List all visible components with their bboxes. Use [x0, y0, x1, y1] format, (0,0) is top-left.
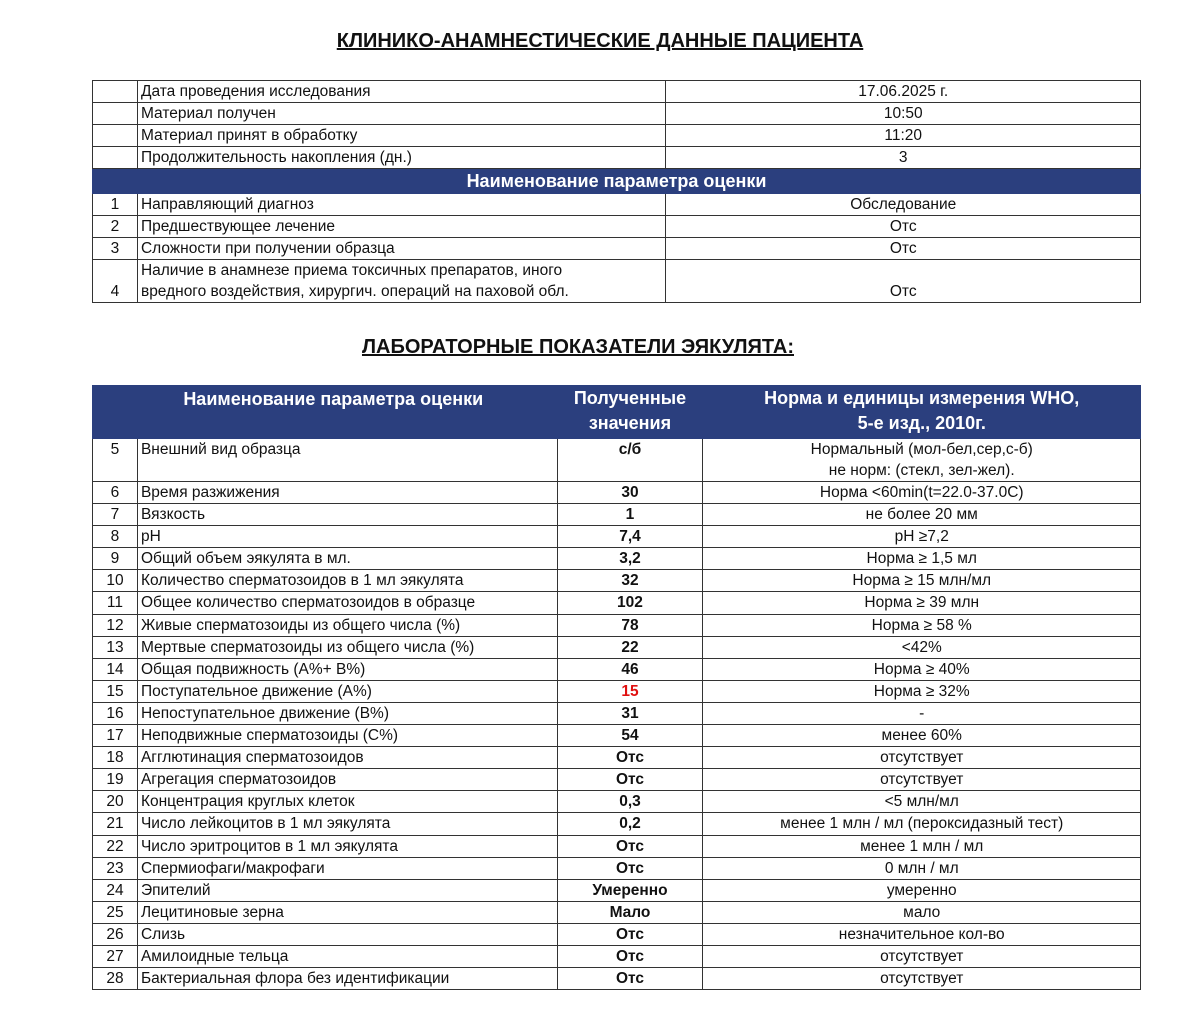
lab-norm: Норма ≥ 40%: [703, 658, 1141, 680]
lab-row: [93, 725, 1141, 747]
lab-value: 3,2: [557, 548, 703, 570]
lab-param: Лецитиновые зерна: [137, 901, 557, 923]
lab-row: [93, 769, 1141, 791]
lab-norm: менее 1 млн / мл: [703, 835, 1141, 857]
lab-value: 78: [557, 614, 703, 636]
lab-row: [93, 439, 1141, 482]
value-header: [557, 386, 703, 439]
anamnesis-value: Отс: [666, 260, 1141, 303]
lab-value: с/б: [557, 439, 703, 482]
row-number: [93, 147, 138, 169]
lab-value: 102: [557, 592, 703, 614]
info-row: [93, 147, 1141, 169]
row-number: 17: [93, 725, 138, 747]
lab-row: [93, 570, 1141, 592]
lab-norm: pH ≥7,2: [703, 526, 1141, 548]
section-header: Наименование параметра оценки: [93, 169, 1141, 194]
lab-norm: -: [703, 702, 1141, 724]
anamnesis-row: [93, 260, 1141, 303]
row-number: 24: [93, 879, 138, 901]
lab-param: Количество сперматозоидов в 1 мл эякулята: [137, 570, 557, 592]
lab-row: [93, 835, 1141, 857]
lab-value: Отс: [557, 923, 703, 945]
section-header-row: [93, 169, 1141, 194]
row-number: [93, 125, 138, 147]
lab-value: 22: [557, 636, 703, 658]
lab-param: Агглютинация сперматозоидов: [137, 747, 557, 769]
lab-param: Общая подвижность (А%+ В%): [137, 658, 557, 680]
lab-param: Эпителий: [137, 879, 557, 901]
lab-value: 30: [557, 482, 703, 504]
norm-header-line2: 5-е изд., 2010г.: [857, 413, 986, 433]
lab-row: [93, 702, 1141, 724]
row-number: 27: [93, 945, 138, 967]
anamnesis-table: [92, 80, 1141, 303]
lab-norm: Норма ≥ 39 млн: [703, 592, 1141, 614]
anamnesis-label: Направляющий диагноз: [137, 194, 666, 216]
lab-param: pH: [137, 526, 557, 548]
lab-value: 7,4: [557, 526, 703, 548]
lab-value: 32: [557, 570, 703, 592]
lab-value: Умеренно: [557, 879, 703, 901]
anamnesis-row: [93, 194, 1141, 216]
lab-row: [93, 526, 1141, 548]
anamnesis-label: Предшествующее лечение: [137, 216, 666, 238]
row-number: 19: [93, 769, 138, 791]
info-row: [93, 81, 1141, 103]
lab-value: 46: [557, 658, 703, 680]
lab-row: [93, 548, 1141, 570]
lab-row: [93, 945, 1141, 967]
lab-param: Внешний вид образца: [137, 439, 557, 482]
row-number: 4: [93, 260, 138, 303]
row-number: 16: [93, 702, 138, 724]
info-value: 17.06.2025 г.: [666, 81, 1141, 103]
lab-row: [93, 968, 1141, 990]
lab-param: Агрегация сперматозоидов: [137, 769, 557, 791]
anamnesis-label: [137, 260, 666, 303]
lab-row: [93, 680, 1141, 702]
lab-value: 31: [557, 702, 703, 724]
lab-param: Мертвые сперматозоиды из общего числа (%): [137, 636, 557, 658]
info-value: 3: [666, 147, 1141, 169]
lab-norm: отсутствует: [703, 747, 1141, 769]
norm-header-line1: Норма и единицы измерения WHO,: [764, 388, 1080, 408]
info-label: Материал получен: [137, 103, 666, 125]
lab-norm: [703, 439, 1141, 482]
param-header: Наименование параметра оценки: [93, 386, 558, 439]
lab-value: 0,2: [557, 813, 703, 835]
row-number: 25: [93, 901, 138, 923]
value-header-line2: значения: [588, 413, 672, 433]
lab-row: [93, 813, 1141, 835]
lab-row: [93, 504, 1141, 526]
lab-row: [93, 482, 1141, 504]
label-line2: вредного воздействия, хирургич. операций на паховой обл.: [140, 283, 569, 300]
anamnesis-label: Сложности при получении образца: [137, 238, 666, 260]
norm-line1: Нормальный (мол-бел,сер,с-б): [810, 441, 1033, 458]
lab-param: Поступательное движение (А%): [137, 680, 557, 702]
row-number: 8: [93, 526, 138, 548]
row-number: 9: [93, 548, 138, 570]
anamnesis-row: [93, 216, 1141, 238]
lab-norm: отсутствует: [703, 968, 1141, 990]
lab-param: Бактериальная флора без идентификации: [137, 968, 557, 990]
lab-norm: мало: [703, 901, 1141, 923]
info-row: [93, 125, 1141, 147]
row-number: 13: [93, 636, 138, 658]
row-number: 5: [93, 439, 138, 482]
lab-value: Отс: [557, 968, 703, 990]
row-number: 12: [93, 614, 138, 636]
lab-norm: менее 60%: [703, 725, 1141, 747]
lab-value: Отс: [557, 769, 703, 791]
info-value: 11:20: [666, 125, 1141, 147]
lab-param: Неподвижные сперматозоиды (С%): [137, 725, 557, 747]
lab-param: Число эритроцитов в 1 мл эякулята: [137, 835, 557, 857]
lab-norm: Норма ≥ 32%: [703, 680, 1141, 702]
lab-norm: Норма <60min(t=22.0-37.0C): [703, 482, 1141, 504]
row-number: 26: [93, 923, 138, 945]
lab-param: Общий объем эякулята в мл.: [137, 548, 557, 570]
lab-row: [93, 614, 1141, 636]
info-value: 10:50: [666, 103, 1141, 125]
lab-value: 0,3: [557, 791, 703, 813]
label-line1: Наличие в анамнезе приема токсичных препаратов, иного: [140, 262, 563, 279]
lab-norm: менее 1 млн / мл (пероксидазный тест): [703, 813, 1141, 835]
lab-row: [93, 791, 1141, 813]
lab-norm: отсутствует: [703, 945, 1141, 967]
info-label: Дата проведения исследования: [137, 81, 666, 103]
row-number: 7: [93, 504, 138, 526]
lab-norm: отсутствует: [703, 769, 1141, 791]
lab-row: [93, 901, 1141, 923]
anamnesis-row: [93, 238, 1141, 260]
lab-table: [92, 385, 1141, 990]
lab-value: Мало: [557, 901, 703, 923]
lab-param: Вязкость: [137, 504, 557, 526]
norm-header: [703, 386, 1141, 439]
row-number: 15: [93, 680, 138, 702]
lab-row: [93, 923, 1141, 945]
anamnesis-value: Отс: [666, 216, 1141, 238]
lab-norm: умеренно: [703, 879, 1141, 901]
lab-norm: <42%: [703, 636, 1141, 658]
lab-param: Непоступательное движение (В%): [137, 702, 557, 724]
lab-row: [93, 747, 1141, 769]
row-number: 2: [93, 216, 138, 238]
anamnesis-value: Отс: [666, 238, 1141, 260]
row-number: 10: [93, 570, 138, 592]
lab-param: Спермиофаги/макрофаги: [137, 857, 557, 879]
lab-value: 54: [557, 725, 703, 747]
row-number: [93, 103, 138, 125]
lab-value: 15: [557, 680, 703, 702]
norm-line2: не норм: (стекл, зел-жел).: [828, 462, 1015, 479]
lab-value: 1: [557, 504, 703, 526]
row-number: 22: [93, 835, 138, 857]
lab-param: Слизь: [137, 923, 557, 945]
row-number: 28: [93, 968, 138, 990]
lab-param: Живые сперматозоиды из общего числа (%): [137, 614, 557, 636]
lab-param: Число лейкоцитов в 1 мл эякулята: [137, 813, 557, 835]
lab-norm: Норма ≥ 1,5 мл: [703, 548, 1141, 570]
row-number: [93, 81, 138, 103]
row-number: 20: [93, 791, 138, 813]
lab-title: ЛАБОРАТОРНЫЕ ПОКАЗАТЕЛИ ЭЯКУЛЯТА:: [361, 336, 794, 358]
lab-norm: 0 млн / мл: [703, 857, 1141, 879]
lab-norm: незначительное кол-во: [703, 923, 1141, 945]
row-number: 18: [93, 747, 138, 769]
lab-row: [93, 879, 1141, 901]
lab-row: [93, 857, 1141, 879]
lab-param: Амилоидные тельца: [137, 945, 557, 967]
lab-value: Отс: [557, 835, 703, 857]
lab-norm: Норма ≥ 15 млн/мл: [703, 570, 1141, 592]
lab-param: Концентрация круглых клеток: [137, 791, 557, 813]
lab-value: Отс: [557, 945, 703, 967]
lab-row: [93, 658, 1141, 680]
lab-param: Время разжижения: [137, 482, 557, 504]
row-number: 23: [93, 857, 138, 879]
info-row: [93, 103, 1141, 125]
anamnesis-value: Обследование: [666, 194, 1141, 216]
lab-row: [93, 592, 1141, 614]
lab-value: Отс: [557, 857, 703, 879]
lab-norm: <5 млн/мл: [703, 791, 1141, 813]
info-label: Материал принят в обработку: [137, 125, 666, 147]
lab-param: Общее количество сперматозоидов в образце: [137, 592, 557, 614]
row-number: 1: [93, 194, 138, 216]
row-number: 21: [93, 813, 138, 835]
lab-value: Отс: [557, 747, 703, 769]
lab-norm: Норма ≥ 58 %: [703, 614, 1141, 636]
lab-header-row: [93, 386, 1141, 439]
lab-norm: не более 20 мм: [703, 504, 1141, 526]
info-label: Продолжительность накопления (дн.): [137, 147, 666, 169]
patient-data-title: КЛИНИКО-АНАМНЕСТИЧЕСКИЕ ДАННЫЕ ПАЦИЕНТА: [336, 30, 864, 52]
value-header-line1: Полученные: [573, 388, 687, 408]
row-number: 14: [93, 658, 138, 680]
lab-row: [93, 636, 1141, 658]
row-number: 6: [93, 482, 138, 504]
row-number: 3: [93, 238, 138, 260]
row-number: 11: [93, 592, 138, 614]
